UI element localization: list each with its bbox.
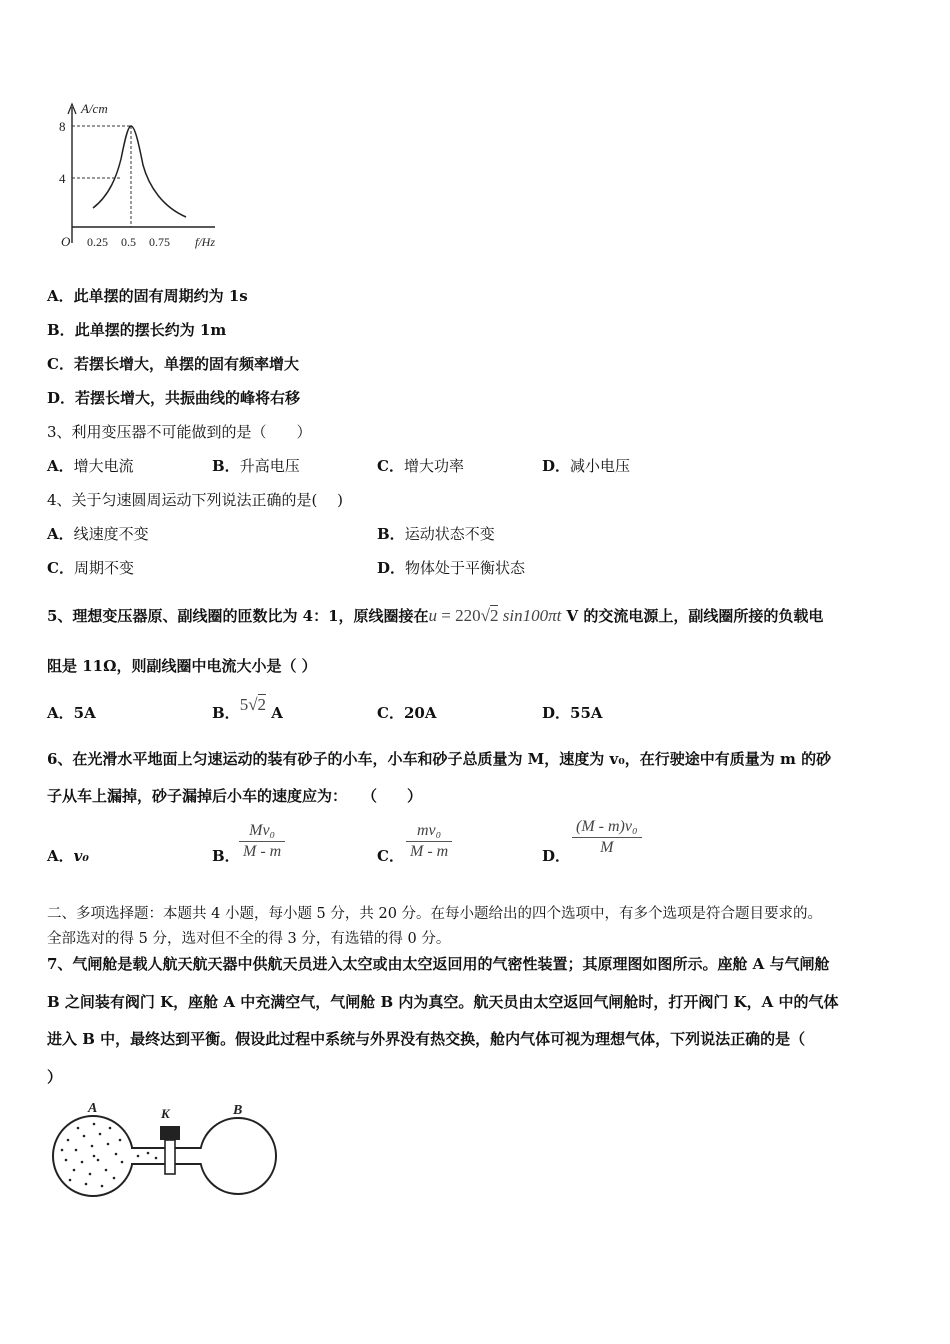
q6-option-c-letter: C．: [377, 847, 404, 865]
formula-sqrt: 2: [257, 695, 267, 714]
q7-line3: 进入 B 中，最终达到平衡。假设此过程中系统与外界没有热交换，舱内气体可视为理想气体，下列说法正确的是（: [47, 1030, 806, 1048]
sqrt-symbol: √: [480, 606, 490, 625]
q2-option-c: [47, 354, 299, 374]
q4-option-d: [377, 558, 525, 578]
option-text: 运动状态不变: [404, 525, 495, 543]
option-text: 若摆长增大，共振曲线的峰将右移: [75, 389, 301, 407]
fraction-numerator: (M - m)v₀: [576, 818, 638, 835]
q6-option-c-fraction: [406, 822, 452, 861]
q6-option-b-fraction: [239, 822, 285, 861]
option-letter: D．: [542, 704, 571, 722]
q3-stem: 3、利用变压器不可能做到的是（ ）: [47, 423, 312, 441]
resonance-curve-graph: [55, 95, 245, 255]
option-letter: C．: [47, 559, 74, 577]
q2-option-a: [47, 286, 248, 306]
q6-stem-line2: 子从车上漏掉，砂子漏掉后小车的速度应为： （ ）: [47, 787, 423, 805]
option-text: 周期不变: [73, 559, 134, 577]
label-b: B: [233, 1103, 243, 1118]
q5-stem-line2: 阻是 11Ω，则副线圈中电流大小是（ ）: [47, 657, 317, 675]
q5-stem-line1: [47, 606, 823, 626]
label-k: K: [161, 1106, 170, 1121]
q4-option-b: [377, 524, 495, 544]
q6-option-d-letter: D．: [542, 847, 571, 865]
y-tick-4: 4: [59, 171, 66, 186]
formula-sqrt: 2: [489, 606, 499, 625]
q7-line2: B 之间装有阀门 K，座舱 A 中充满空气，气闸舱 B 内为真空。航天员由太空返回气闸舱时，打开阀门 K，A 中的气体: [47, 993, 839, 1011]
fraction-denominator: M - m: [410, 843, 449, 860]
q6-option-b-letter: B．: [212, 847, 240, 865]
q5-option-c: [377, 703, 436, 723]
option-letter: C．: [377, 457, 404, 475]
option-text: 升高电压: [239, 457, 300, 475]
q3-option-d: [542, 456, 630, 476]
x-tick-075: 0.75: [149, 235, 170, 249]
q7-line1: 7、气闸舱是载人航天航天器中供航天员进入太空或由太空返回用的气密性装置；其原理图如图所示。座舱 A 与气闸舱: [47, 955, 830, 973]
x-tick-05: 0.5: [121, 235, 136, 249]
option-text: 线速度不变: [73, 525, 149, 543]
formula-eq: = 220: [437, 606, 481, 625]
resonance-curve: [93, 126, 186, 217]
option-letter: B．: [212, 704, 240, 722]
option-text: 增大电流: [73, 457, 134, 475]
option-letter: B．: [47, 321, 75, 339]
q2-option-d: [47, 388, 300, 408]
q7-line4: ）: [47, 1068, 63, 1086]
option-text: 55A: [570, 704, 603, 722]
q2-option-b: [47, 320, 226, 340]
q3-option-b: [212, 456, 300, 476]
q4-stem: 4、关于匀速圆周运动下列说法正确的是( ): [47, 491, 344, 509]
y-tick-8: 8: [59, 119, 66, 134]
fraction-bar: [572, 837, 642, 838]
option-letter: B．: [377, 525, 405, 543]
q5-option-b: [212, 695, 283, 723]
pipe-cover-a: [128, 1149, 136, 1163]
formula-coef: 5: [239, 695, 249, 714]
valve-k-stem: [165, 1140, 175, 1174]
option-text: 此单摆的摆长约为 1m: [74, 321, 227, 339]
option-text: 物体处于平衡状态: [405, 559, 526, 577]
option-text: 此单摆的固有周期约为 1s: [73, 287, 248, 305]
q6-option-a: [47, 846, 89, 866]
q5-stem-text-2: V 的交流电源上，副线圈所接的负载电: [561, 607, 824, 625]
fraction-bar: [239, 841, 285, 842]
origin-label: O: [61, 234, 71, 249]
option-letter: C．: [47, 355, 74, 373]
q4-option-a: [47, 524, 149, 544]
q6-stem-line1: 6、在光滑水平地面上匀速运动的装有砂子的小车，小车和砂子总质量为 M，速度为 v₀，在行驶途中有质量为 m 的砂: [47, 750, 832, 768]
option-text: 减小电压: [570, 457, 631, 475]
q5-formula: [429, 605, 562, 625]
pipe-cover-b: [196, 1149, 204, 1163]
q5-option-a: [47, 703, 96, 723]
option-letter: A．: [47, 847, 74, 865]
option-letter: A．: [47, 525, 74, 543]
option-letter: C．: [377, 704, 404, 722]
y-axis-label: A/cm: [81, 101, 108, 116]
q4-option-c: [47, 558, 134, 578]
option-text: A: [266, 704, 283, 722]
option-letter: A．: [47, 704, 74, 722]
option-letter: D．: [377, 559, 406, 577]
option-letter: B．: [212, 457, 240, 475]
x-axis-label: f/Hz: [195, 235, 216, 249]
q5-option-d: [542, 703, 603, 723]
label-a: A: [88, 1101, 98, 1116]
valve-k-body: [160, 1126, 180, 1140]
section2-line1: 二、多项选择题：本题共 4 小题，每小题 5 分，共 20 分。在每小题给出的四个选项中，有多个选项是符合题目要求的。: [47, 906, 823, 922]
fraction-numerator: Mv₀: [249, 822, 276, 839]
q5-stem-text: 5、理想变压器原、副线圈的匝数比为 4：1，原线圈接在: [47, 607, 429, 625]
option-b-formula: [240, 695, 266, 714]
q6-option-d-fraction: [572, 818, 642, 857]
formula-rest: sin100πt: [498, 606, 562, 625]
fraction-denominator: M - m: [243, 843, 282, 860]
fraction-numerator: mv₀: [417, 822, 442, 839]
option-text: 20A: [403, 704, 437, 722]
chamber-b: [200, 1118, 276, 1194]
section2-line2: 全部选对的得 5 分，选对但不全的得 3 分，有选错的得 0 分。: [47, 931, 451, 947]
option-text: 若摆长增大，单摆的固有频率增大: [73, 355, 299, 373]
option-text: 增大功率: [403, 457, 464, 475]
option-letter: A．: [47, 287, 74, 305]
airlock-diagram: [48, 1098, 288, 1208]
formula-u: u: [428, 606, 438, 625]
q3-option-a: [47, 456, 134, 476]
fraction-denominator: M: [600, 839, 614, 856]
sqrt-symbol: √: [248, 695, 258, 714]
option-text: 5A: [73, 704, 96, 722]
x-tick-025: 0.25: [87, 235, 108, 249]
q3-option-c: [377, 456, 464, 476]
option-letter: A．: [47, 457, 74, 475]
fraction-bar: [406, 841, 452, 842]
option-letter: D．: [542, 457, 571, 475]
option-letter: D．: [47, 389, 76, 407]
option-text: v₀: [73, 847, 89, 865]
